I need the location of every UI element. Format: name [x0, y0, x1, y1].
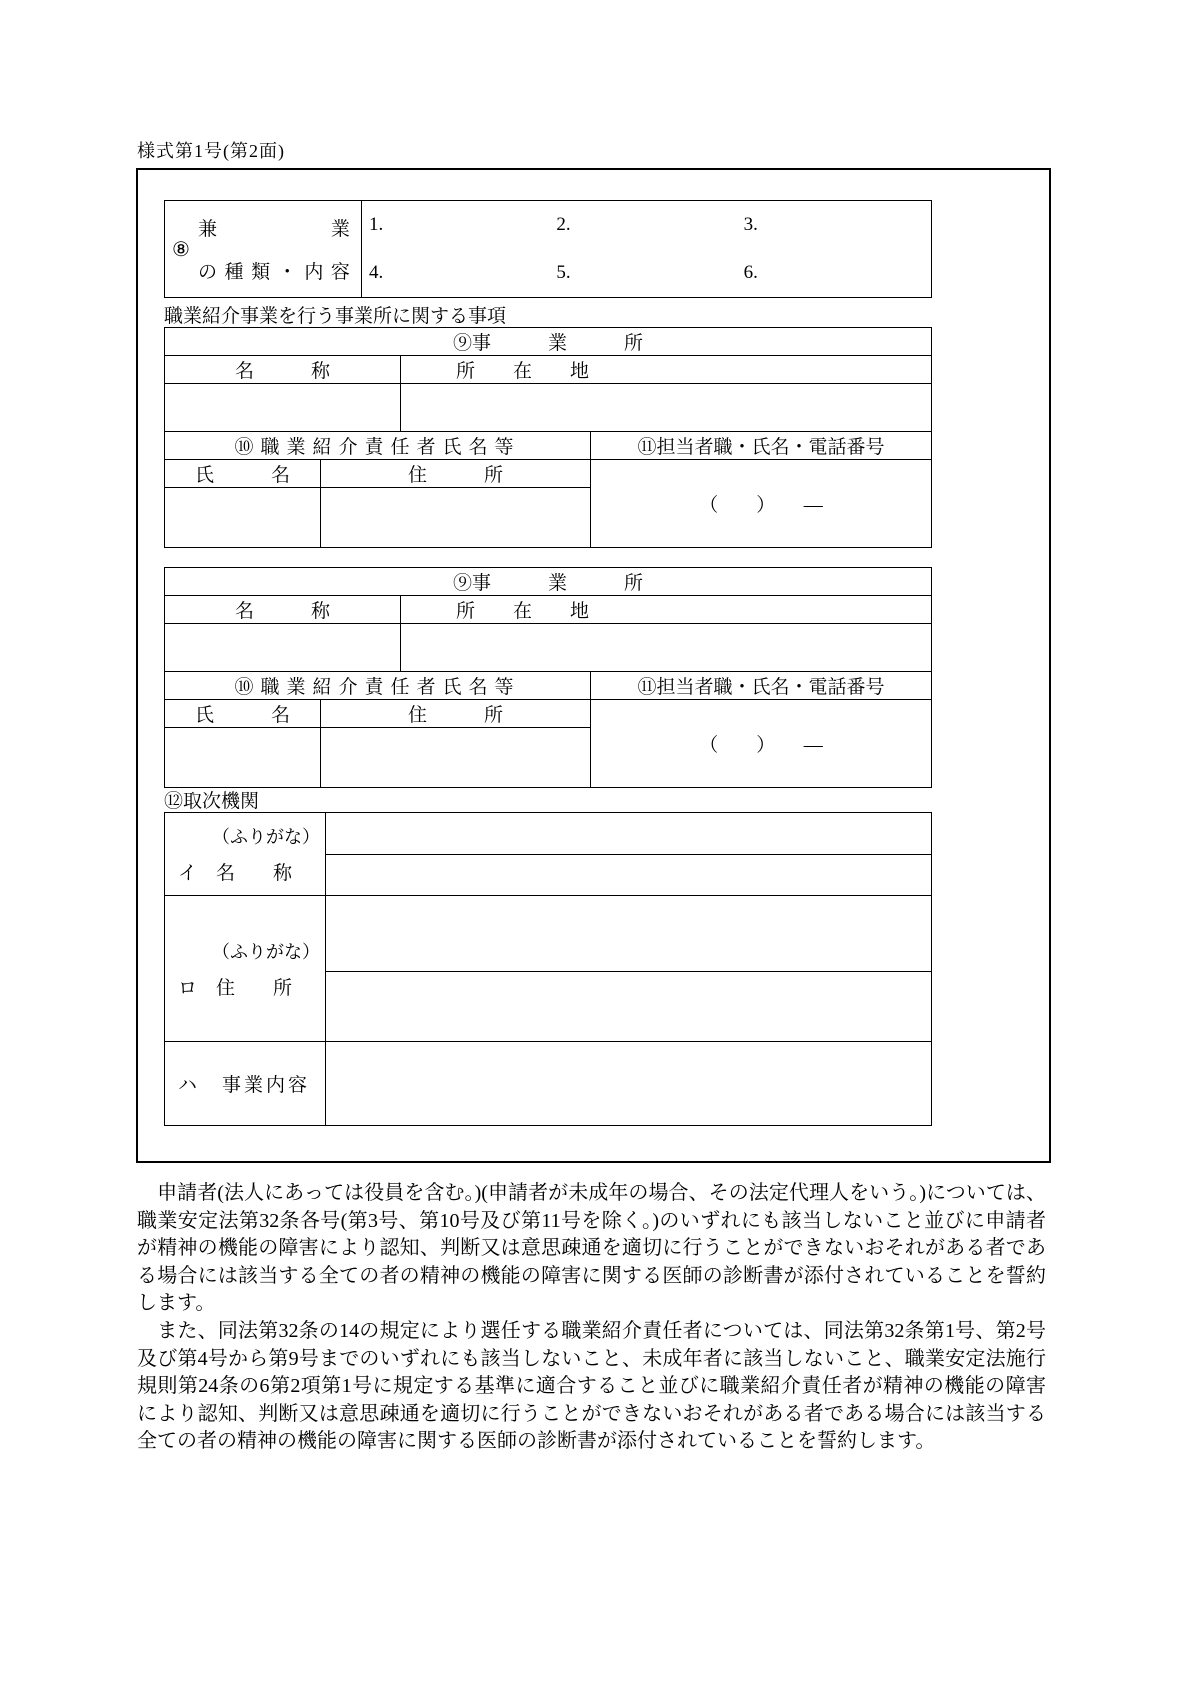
- office-name-header: 名 称: [165, 596, 401, 624]
- agency-table: [164, 812, 932, 1126]
- manager-name-header: 氏 名: [165, 700, 321, 728]
- form-number-label: 様式第1号(第2面): [137, 141, 285, 161]
- side-business-slot-2[interactable]: 2.: [556, 214, 571, 235]
- agency-name-row-label: イ 名 称: [178, 863, 293, 884]
- agency-name-furigana-label: （ふりがな）: [212, 827, 320, 847]
- manager-header: ⑩職業紹介責任者氏名等: [165, 672, 591, 700]
- agency-address-row-label: ロ 住 所: [178, 977, 293, 999]
- side-business-slot-3[interactable]: 3.: [743, 214, 758, 235]
- agency-address-furigana-label: （ふりがな）: [212, 941, 320, 962]
- table-row: [165, 813, 932, 855]
- section-8-marker: ⑧: [172, 238, 190, 261]
- office-table-1: [164, 327, 932, 548]
- office-name-field[interactable]: [165, 384, 401, 432]
- table-row: [165, 596, 932, 624]
- contact-header: ⑪担当者職・氏名・電話番号: [591, 672, 932, 700]
- side-business-label-line1: 兼業: [197, 219, 350, 240]
- manager-address-header: 住 所: [321, 700, 591, 728]
- declaration-paragraph-1: 申請者(法人にあっては役員を含む。)(申請者が未成年の場合、その法定代理人をいう。)については、職業安定法第32条各号(第3号、第10号及び第11号を除く。)のいずれにも該当しないこと並びに申請者が精神の機能の障害により認知、判断又は意思疎通を適切に行うことができないおそれがある者である場合には該当する全ての者の精神の機能の障害に関する医師の診断書が添付されていることを誓約します。: [137, 1182, 1046, 1315]
- offices-section-caption: 職業紹介事業を行う事業所に関する事項: [164, 306, 507, 327]
- table-row: [165, 460, 932, 488]
- agency-name-field[interactable]: [326, 855, 932, 896]
- office-header: ⑨事 業 所: [165, 568, 932, 596]
- office-location-field[interactable]: [401, 384, 932, 432]
- agency-name-label-cell: [165, 813, 326, 896]
- agency-business-row-label: ハ 事業内容: [178, 1075, 311, 1096]
- declaration-paragraph-2: また、同法第32条の14の規定により選任する職業紹介責任者については、同法第32条第1号、第2号及び第4号から第9号までのいずれにも該当しないこと、未成年者に該当しないこと、職業安定法施行規則第24条の6第2項第1号に規定する基準に適合すること並びに職業紹介責任者が精神の機能の障害により認知、判断又は意思疎通を適切に行うことができないおそれがある者である場合には該当する全ての者の精神の機能の障害に関する医師の診断書が添付されていることを誓約します。: [137, 1319, 1046, 1453]
- table-row: [165, 356, 932, 384]
- manager-address-header: 住 所: [321, 460, 591, 488]
- side-business-label-line2: の種類・内容: [197, 262, 350, 283]
- manager-header: ⑩職業紹介責任者氏名等: [165, 432, 591, 460]
- manager-address-field[interactable]: [321, 488, 591, 548]
- declaration-text: [137, 1180, 1046, 1456]
- agency-business-label-cell: [165, 1042, 326, 1126]
- contact-phone-field[interactable]: （ ） ―: [591, 460, 932, 548]
- contact-phone-field[interactable]: （ ） ―: [591, 700, 932, 788]
- office-header: ⑨事 業 所: [165, 328, 932, 356]
- table-row: [165, 672, 932, 700]
- office-location-header: 所 在 地: [401, 356, 932, 384]
- side-business-label-cell: [165, 201, 362, 298]
- table-row: [165, 1042, 932, 1126]
- side-business-slot-4[interactable]: 4.: [369, 262, 384, 283]
- table-row: [165, 432, 932, 460]
- office-table-2: [164, 567, 932, 788]
- table-row: [165, 384, 932, 432]
- table-row: [165, 568, 932, 596]
- side-business-entries-cell[interactable]: [362, 201, 932, 298]
- table-row: [165, 896, 932, 972]
- side-business-slot-6[interactable]: 6.: [743, 262, 758, 283]
- office-location-field[interactable]: [401, 624, 932, 672]
- side-business-slot-1[interactable]: 1.: [369, 214, 384, 235]
- agency-section-label: ⑫取次機関: [164, 791, 260, 812]
- office-name-field[interactable]: [165, 624, 401, 672]
- agency-business-field[interactable]: [326, 1042, 932, 1126]
- table-row: [165, 700, 932, 728]
- side-business-table: [164, 200, 932, 298]
- table-row: [165, 328, 932, 356]
- table-row: [165, 624, 932, 672]
- agency-address-label-cell: [165, 896, 326, 1042]
- manager-name-field[interactable]: [165, 728, 321, 788]
- manager-name-field[interactable]: [165, 488, 321, 548]
- agency-name-furigana-field[interactable]: [326, 813, 932, 855]
- manager-name-header: 氏 名: [165, 460, 321, 488]
- agency-address-field[interactable]: [326, 972, 932, 1042]
- contact-header: ⑪担当者職・氏名・電話番号: [591, 432, 932, 460]
- office-location-header: 所 在 地: [401, 596, 932, 624]
- manager-address-field[interactable]: [321, 728, 591, 788]
- office-name-header: 名 称: [165, 356, 401, 384]
- agency-address-furigana-field[interactable]: [326, 896, 932, 972]
- side-business-slot-5[interactable]: 5.: [556, 262, 571, 283]
- table-row: [165, 201, 932, 298]
